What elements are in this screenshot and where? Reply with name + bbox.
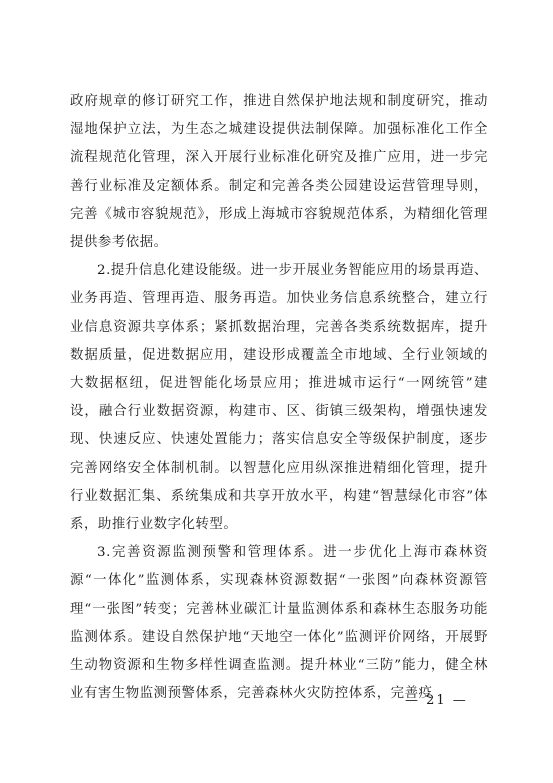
page-number: — 21 — <box>405 693 468 708</box>
document-body <box>70 88 488 708</box>
paragraph-informatization: 2.提升信息化建设能级。进一步开展业务智能应用的场景再造、业务再造、管理再造、服务再造。加快业务信息系统整合，建立行业信息资源共享体系；紧抓数据治理，完善各类系统数据库，提升数据质量，促进数据应用，建设形成覆盖全市地域、全行业领域的大数据枢纽，促进智能化场景应用；推进城市运行“一网统管”建设，融合行业数据资源，构建市、区、街镇三级架构，增强快速发现、快速反应、快速处置能力；落实信息安全等级保护制度，逐步完善网络安全体制机制。以智慧化应用纵深推进精细化管理，提升行业数据汇集、系统集成和共享开放水平，构建“智慧绿化市容”体系，助推行业数字化转型。 <box>70 263 488 533</box>
paragraph-resource-monitoring: 3.完善资源监测预警和管理体系。进一步优化上海市森林资源“一体化”监测体系，实现森林资源数据“一张图”向森林资源管理“一张图”转变；完善林业碳汇计量监测体系和森林生态服务功能监测体系。建设自然保护地“天地空一体化”监测评价网络，开展野生动物资源和生物多样性调查监测。提升林业“三防”能力，健全林业有害生物监测预警体系，完善森林火灾防控体系，完善疫 <box>70 545 488 702</box>
paragraph-regulation-and-standards: 政府规章的修订研究工作，推进自然保护地法规和制度研究，推动湿地保护立法，为生态之城建设提供法制保障。加强标准化工作全流程规范化管理，深入开展行业标准化研究及推广应用，进一步完善行业标准及定额体系。制定和完善各类公园建设运营管理导则，完善《城市容貌规范》，形成上海城市容貌规范体系，为精细化管理提供参考依据。 <box>70 94 488 251</box>
